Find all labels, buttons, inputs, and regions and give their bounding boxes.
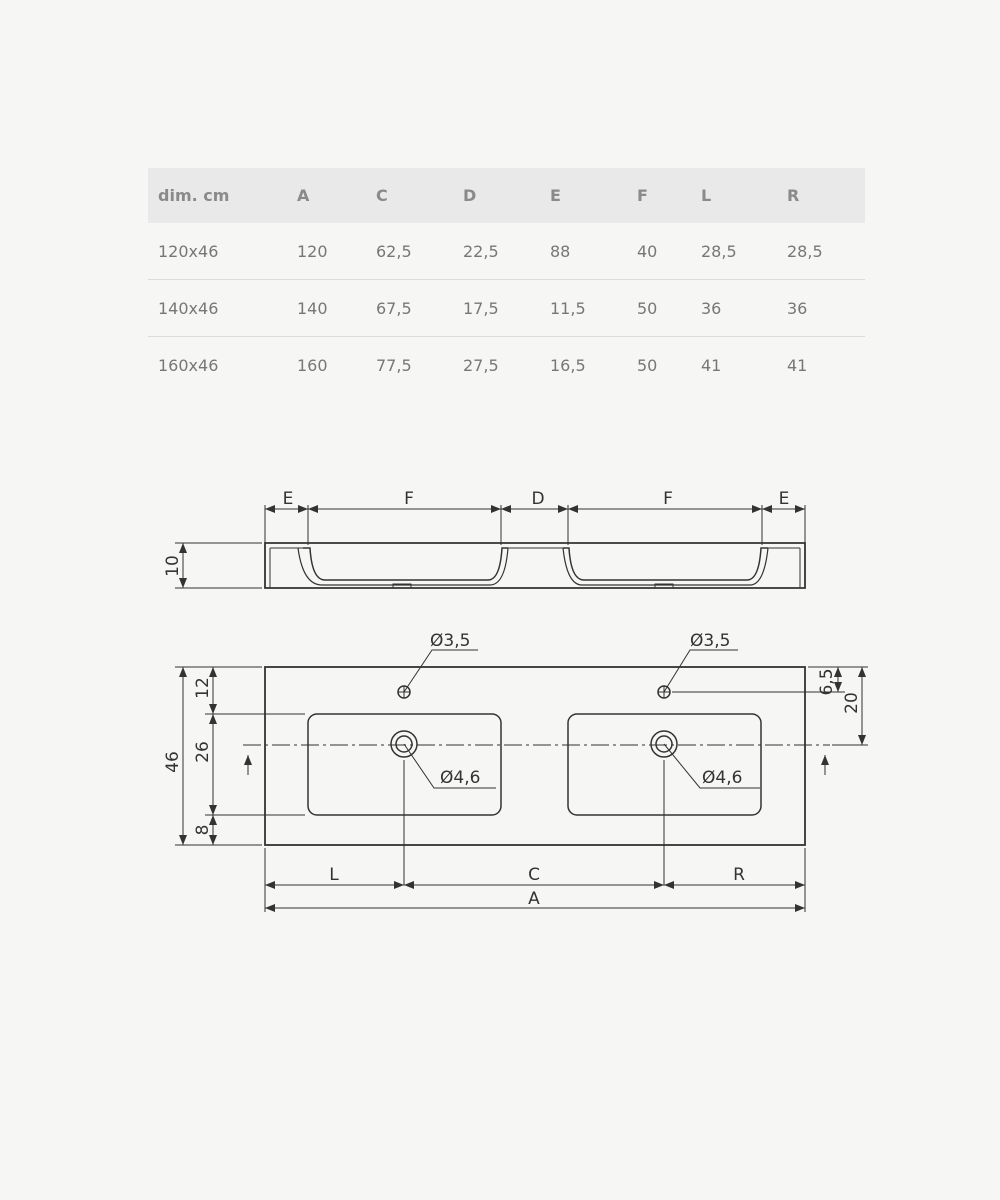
section-labels	[163, 489, 789, 577]
table-cell: 16,5	[550, 355, 586, 375]
header-dim: dim. cm	[148, 168, 287, 223]
plan-labels	[163, 631, 862, 909]
header-r: R	[777, 168, 865, 223]
header-c: C	[366, 168, 453, 223]
table-cell: 27,5	[463, 355, 499, 375]
label-f-right: F	[663, 489, 673, 509]
table-cell: 50	[637, 355, 658, 375]
table-cell: 41	[701, 355, 722, 375]
table-cell: 22,5	[453, 223, 540, 280]
label-drain-right: Ø4,6	[702, 768, 743, 788]
table-cell: 41	[787, 355, 808, 375]
table-cell: 120x46	[148, 223, 287, 280]
label-bowl-26: 26	[193, 741, 213, 763]
table-cell: 62,5	[366, 223, 453, 280]
label-a: A	[528, 889, 540, 909]
table-cell: 67,5	[366, 280, 453, 337]
table-cell: 28,5	[777, 223, 865, 280]
label-top-12: 12	[193, 677, 213, 699]
table-cell: 140x46	[148, 280, 287, 337]
label-l: L	[329, 865, 339, 885]
label-e-left: E	[282, 489, 294, 509]
table-cell: 11,5	[540, 280, 627, 337]
label-drain-left: Ø4,6	[440, 768, 481, 788]
table-cell: 160	[297, 355, 328, 375]
table-cell: 40	[627, 223, 691, 280]
label-c: C	[528, 865, 540, 885]
table-cell: 88	[540, 223, 627, 280]
table-cell: 120	[287, 223, 366, 280]
header-a: A	[287, 168, 366, 223]
label-e-right: E	[778, 489, 790, 509]
label-right-6-5: 6,5	[817, 668, 837, 696]
section-view	[175, 505, 805, 588]
label-right-20: 20	[842, 692, 862, 714]
label-d: D	[531, 489, 545, 509]
label-hole-right: Ø3,5	[690, 631, 731, 651]
header-e: E	[540, 168, 627, 223]
label-depth-46: 46	[163, 751, 183, 773]
table-cell: 50	[627, 280, 691, 337]
plan-view	[175, 650, 868, 912]
header-l: L	[691, 168, 777, 223]
table-cell: 28,5	[691, 223, 777, 280]
label-hole-left: Ø3,5	[430, 631, 471, 651]
table-cell: 160x46	[158, 355, 219, 375]
table-cell: 36	[777, 280, 865, 337]
header-f: F	[627, 168, 691, 223]
label-bottom-8: 8	[193, 824, 213, 836]
label-r: R	[733, 865, 745, 885]
label-f-left: F	[404, 489, 414, 509]
table-cell: 17,5	[453, 280, 540, 337]
table-cell: 36	[691, 280, 777, 337]
label-height-10: 10	[163, 555, 183, 577]
header-d: D	[453, 168, 540, 223]
table-cell: 77,5	[376, 355, 412, 375]
table-cell: 140	[287, 280, 366, 337]
